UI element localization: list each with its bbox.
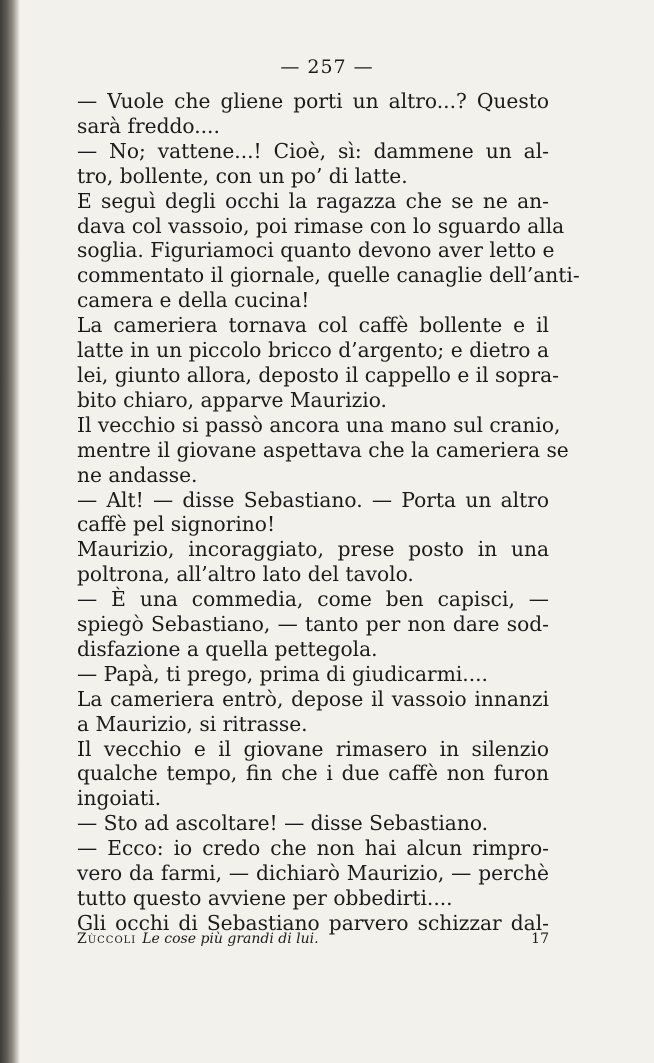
text-line: Gli occhi di Sebastiano parvero schizzar dal- bbox=[77, 910, 549, 935]
text-line: La cameriera tornava col caffè bollente e il bbox=[77, 313, 549, 338]
footer-signature-number: 17 bbox=[531, 931, 549, 947]
text-line: Il vecchio e il giovane rimasero in silenzio bbox=[77, 736, 549, 761]
footer-book-title: Le cose più grandi di lui. bbox=[142, 931, 319, 947]
text-line: camera e della cucina! bbox=[77, 288, 310, 313]
text-line: dava col vassoio, poi rimase con lo sguardo alla bbox=[77, 213, 565, 238]
text-line: lei, giunto allora, deposto il cappello e il sopra- bbox=[77, 362, 559, 387]
text-line: poltrona, all’altro lato del tavolo. bbox=[77, 562, 414, 587]
text-line: commentato il giornale, quelle canaglie dell’anti- bbox=[77, 263, 580, 288]
text-line: — È una commedia, come ben capisci, — bbox=[77, 587, 549, 612]
text-line: Maurizio, incoraggiato, prese posto in una bbox=[77, 537, 549, 562]
page-footer bbox=[77, 931, 549, 947]
text-line: Il vecchio si passò ancora una mano sul cranio, bbox=[77, 412, 561, 437]
text-line: — Ecco: io credo che non hai alcun rimpro- bbox=[77, 836, 549, 861]
text-line: vero da farmi, — dichiarò Maurizio, — perchè bbox=[77, 861, 549, 886]
text-line: bito chiaro, apparve Maurizio. bbox=[77, 387, 387, 412]
footer-left bbox=[77, 931, 319, 947]
text-line: La cameriera entrò, depose il vassoio innanzi bbox=[77, 686, 549, 711]
text-line: — Vuole che gliene porti un altro...? Questo bbox=[77, 89, 549, 113]
text-line: qualche tempo, fin che i due caffè non furon bbox=[77, 761, 549, 786]
text-line: ingoiati. bbox=[77, 786, 162, 811]
text-line: E seguì degli occhi la ragazza che se ne an- bbox=[77, 188, 549, 213]
text-line: a Maurizio, si ritrasse. bbox=[77, 711, 308, 736]
page-number: — 257 — bbox=[280, 56, 374, 78]
text-line: mentre il giovane aspettava che la cameriera se bbox=[77, 437, 569, 462]
footer-author: Zùccoli bbox=[77, 931, 137, 947]
text-line: tutto questo avviene per obbedirti.... bbox=[77, 886, 453, 910]
text-line: caffè pel signorino! bbox=[77, 512, 276, 537]
text-line: soglia. Figuriamoci quanto devono aver letto e bbox=[77, 238, 555, 263]
text-line: — Sto ad ascoltare! — disse Sebastiano. bbox=[77, 811, 489, 836]
text-line: ne andasse. bbox=[77, 462, 198, 487]
body-text bbox=[77, 89, 580, 936]
text-line: — Alt! — disse Sebastiano. — Porta un altro bbox=[77, 487, 549, 512]
text-line: — Papà, ti prego, prima di giudicarmi.... bbox=[77, 661, 488, 686]
text-line: disfazione a quella pettegola. bbox=[77, 636, 378, 661]
text-line: latte in un piccolo bricco d’argento; e dietro a bbox=[77, 338, 549, 363]
text-line: sarà freddo.... bbox=[77, 113, 220, 138]
text-line: spiegò Sebastiano, — tanto per non dare sod- bbox=[77, 612, 549, 637]
text-line: tro, bollente, con un po’ di latte. bbox=[77, 163, 408, 188]
text-line: — No; vattene...! Cioè, sì: dammene un al- bbox=[77, 138, 549, 163]
binding-edge bbox=[0, 0, 20, 1063]
